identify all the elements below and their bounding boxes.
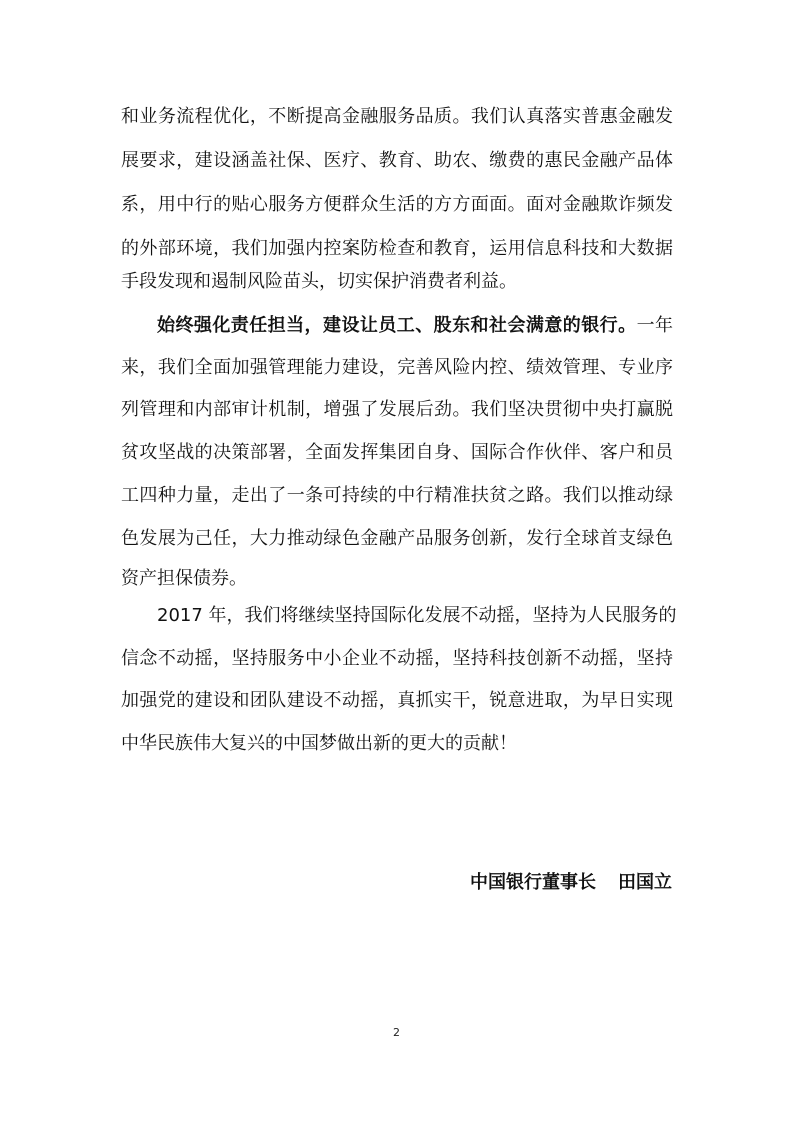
paragraph-3-line: 加强党的建设和团队建设不动摇，真抓实干，锐意进取，为早日实现 xyxy=(121,690,673,711)
paragraph-1-line: 系，用中行的贴心服务方便群众生活的方方面面。面对金融欺诈频发 xyxy=(121,194,673,215)
paragraph-1-line: 的外部环境，我们加强内控案防检查和教育，运用信息科技和大数据 xyxy=(121,238,673,259)
paragraph-2-line: 资产担保债券。 xyxy=(121,568,247,589)
paragraph-3-line: 2017 年，我们将继续坚持国际化发展不动摇，坚持为人民服务的 xyxy=(157,605,677,626)
paragraph-2-bold-heading: 始终强化责任担当，建设让员工、股东和社会满意的银行。 xyxy=(157,315,637,336)
paragraph-3-line: 信念不动摇，坚持服务中小企业不动摇，坚持科技创新不动摇，坚持 xyxy=(121,648,673,669)
paragraph-1-line: 手段发现和遏制风险苗头，切实保护消费者利益。 xyxy=(121,271,517,292)
paragraph-2-first-line xyxy=(157,313,673,339)
paragraph-2-line: 工四种力量，走出了一条可持续的中行精准扶贫之路。我们以推动绿 xyxy=(121,485,673,506)
page-number: 2 xyxy=(393,1026,400,1039)
paragraph-2-line: 色发展为己任，大力推动绿色金融产品服务创新，发行全球首支绿色 xyxy=(121,528,673,549)
signature-name: 田国立 xyxy=(618,872,672,893)
paragraph-2-first-line-rest: 一年 xyxy=(636,315,674,336)
signature xyxy=(470,870,672,896)
signature-title: 中国银行董事长 xyxy=(470,872,596,893)
paragraph-1-line: 展要求，建设涵盖社保、医疗、教育、助农、缴费的惠民金融产品体 xyxy=(121,150,673,171)
paragraph-2-line: 列管理和内部审计机制，增强了发展后劲。我们坚决贯彻中央打赢脱 xyxy=(121,399,673,420)
paragraph-2-line: 来，我们全面加强管理能力建设，完善风险内控、绩效管理、专业序 xyxy=(121,357,673,378)
paragraph-3-line: 中华民族伟大复兴的中国梦做出新的更大的贡献！ xyxy=(121,733,517,754)
paragraph-2-line: 贫攻坚战的决策部署，全面发挥集团自身、国际合作伙伴、客户和员 xyxy=(121,442,673,463)
paragraph-1-line: 和业务流程优化，不断提高金融服务品质。我们认真落实普惠金融发 xyxy=(121,106,673,127)
